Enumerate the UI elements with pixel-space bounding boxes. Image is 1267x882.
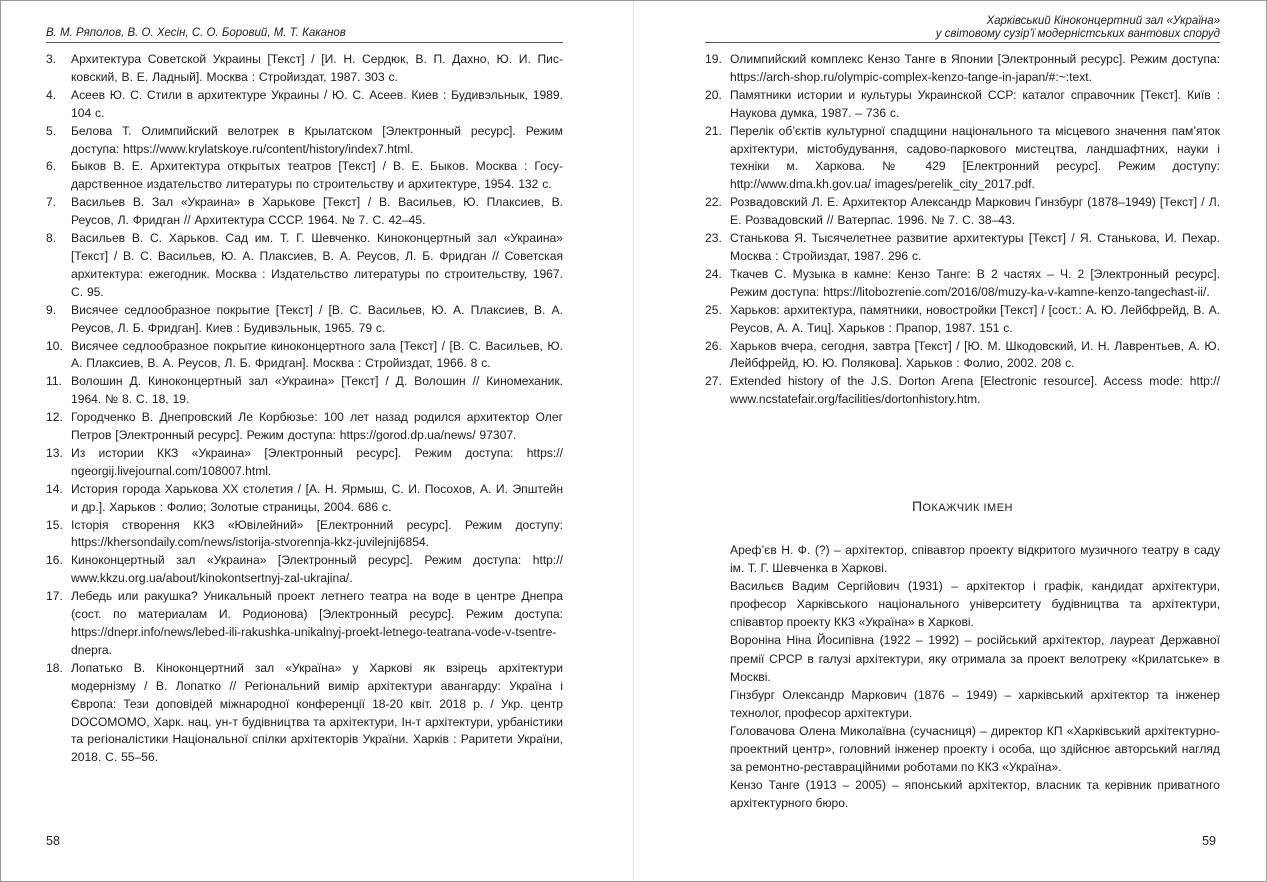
section-title-name-index: [705, 498, 1220, 514]
reference-number: 18.: [46, 660, 63, 675]
reference-item: [705, 266, 1220, 302]
name-index-entry: Кензо Танге (1913 – 2005) – японський архітектор, власник та керівник приватного архітектурного бюро.: [730, 778, 1220, 811]
reference-text: Висячее седлообразное покрытие [Текст] / [В. С. Васильев, Ю. А. Плаксиев, В. А. Реусов, Л. Б. Фридган]. Киев : Будивэльнык, 1965. 79 с.: [71, 302, 563, 335]
reference-number: 5.: [46, 123, 57, 138]
reference-number: 7.: [46, 195, 57, 210]
reference-item: [705, 230, 1220, 266]
reference-number: 24.: [705, 266, 722, 281]
reference-list-right: [705, 51, 1220, 409]
header-rule: [46, 42, 563, 43]
right-page: [633, 1, 1266, 881]
reference-number: 13.: [46, 445, 63, 460]
name-index-entry: Головачова Олена Миколаївна (сучасниця) – директор КП «Харківський архітектурно-проектний центр», головний інженер проекту і особа, що здійснює авторський нагляд за ремонтно-реставраційними роботами по ККЗ «Україна».: [730, 723, 1220, 775]
reference-text: Олимпийский комплекс Кензо Танге в Японии [Электронный ресурс]. Режим доступа: https://arch-shop.ru/olympic-complex-kenzo-tange-in-japan/#:~:text.: [730, 52, 1220, 84]
reference-item: [705, 338, 1220, 374]
reference-number: 23.: [705, 231, 722, 246]
reference-number: 14.: [46, 481, 63, 496]
reference-number: 6.: [46, 159, 57, 174]
reference-text: Белова Т. Олимпийский велотрек в Крылатском [Электронный ресурс]. Режим доступа: https://www.krylatskoye.ru/content/history/index7.html.: [71, 123, 563, 156]
reference-text: Волошин Д. Киноконцертный зал «Украина» [Текст] / Д. Волошин // Киномеханик. 1964. № 8. С. 18, 19.: [71, 374, 563, 407]
reference-item: [46, 194, 563, 230]
reference-number: 9.: [46, 302, 57, 317]
name-index-entry: Васильєв Вадим Сергійович (1931) – архітектор і графік, кандидат архітектури, професор Харківського національного університету будівництва та архітектури, співавтор проекту ККЗ «Україна» в Харкові.: [730, 579, 1220, 630]
reference-item: [46, 123, 563, 159]
reference-item: [705, 87, 1220, 123]
reference-item: [46, 660, 563, 767]
reference-item: [705, 123, 1220, 195]
reference-item: [46, 158, 563, 194]
page-number-left: 58: [46, 834, 60, 848]
reference-number: 11.: [46, 374, 62, 389]
section-title-initial: П: [911, 498, 923, 514]
reference-item: [46, 230, 563, 302]
reference-item: [705, 302, 1220, 338]
name-index-entry: Вороніна Ніна Йосипівна (1922 – 1992) – російський архітектор, лауреат Державної премії СРСР в галузі архітектури, яку отримала за проект велотреку «Крилатське» в Москві.: [730, 633, 1220, 684]
reference-text: Харьков: архитектура, памятники, новостройки [Текст] / [сост.: А. Ю. Лейбфрейд, В. А. Реусов, А. А. Тиц]. Харьков : Прапор, 1987. 151 с.: [730, 302, 1220, 335]
reference-item: [705, 194, 1220, 230]
reference-text: Памятники истории и культуры Украинской ССР: каталог справочник [Текст]. Київ : Наукова думка, 1987. – 736 с.: [730, 87, 1220, 120]
reference-text: Быков В. Е. Архитектура открытых театров [Текст] / В. Е. Быков. Москва : Государственное издательство литературы по строительству и архитектуре, 1954. 132 с.: [71, 159, 563, 192]
reference-text: Асеев Ю. С. Стили в архитектуре Украины / Ю. С. Асеев. Киев : Будивэльнык, 1989. 104 с.: [71, 87, 563, 120]
header-rule: [705, 42, 1220, 43]
reference-text: Висячее седлообразное покрытие киноконцертного зала [Текст] / [В. С. Васильев, Ю. А. Плаксиев, В. А. Реусов, Л. Б. Фридган]. Москва : Стройиздат, 1966. 8 с.: [71, 338, 563, 371]
reference-number: 4.: [46, 87, 57, 102]
reference-number: 17.: [46, 589, 63, 604]
reference-item: [46, 51, 563, 87]
name-index-entry: Гінзбург Олександр Маркович (1876 – 1949) – харківський архітектор та інженер технолог, професор архітектури.: [730, 687, 1220, 720]
reference-number: 8.: [46, 231, 57, 246]
name-index: [730, 541, 1220, 812]
name-index-entry: Ареф’єв Н. Ф. (?) – архітектор, співавтор проекту відкритого музичного театру в саду ім. Т. Г. Шевченка в Харкові.: [730, 543, 1220, 576]
running-head-line-1: Харківський Кіноконцертний зал «Україна»: [986, 15, 1220, 27]
reference-number: 21.: [705, 123, 722, 138]
running-head-line-2: у світовому сузір’ї модерністських вантових споруд: [935, 28, 1220, 40]
reference-number: 26.: [705, 338, 722, 353]
reference-item: [46, 588, 563, 660]
reference-text: Архитектура Советской Украины [Текст] / [И. Н. Сердюк, В. П. Дахно, Ю. И. Писковский, В. Е. Ладный]. Москва : Стройиздат, 1987. 303 с.: [71, 52, 563, 84]
reference-item: [46, 409, 563, 445]
reference-text: Васильев В. Зал «Украина» в Харькове [Текст] / В. Васильев, Ю. Плаксиев, В. Реусов, Л. Фридган // Архитектура СССР. 1964. № 7. С. 42–45.: [71, 195, 563, 228]
reference-item: [46, 552, 563, 588]
reference-number: 12.: [46, 410, 63, 425]
reference-item: [705, 51, 1220, 87]
reference-item: [46, 481, 563, 517]
reference-item: [46, 373, 563, 409]
reference-item: [705, 373, 1220, 409]
section-title-rest: ОКАЖЧИК ІМЕН: [922, 502, 1014, 514]
reference-item: [46, 87, 563, 123]
running-head-authors: В. М. Ряполов, В. О. Хесін, С. О. Боровий, М. Т. Каканов: [46, 27, 346, 39]
page-number-right: 59: [1202, 834, 1216, 848]
reference-item: [46, 517, 563, 553]
reference-text: Extended history of the J.S. Dorton Arena [Electronic resource]. Access mode: http:// www.ncstatefair.org/facilities/dortonhistory.htm.: [730, 374, 1220, 407]
reference-text: Харьков вчера, сегодня, завтра [Текст] / [Ю. М. Шкодовский, И. Н. Лаврентьев, А. Ю. Лейбфрейд, Ю. Ю. Полякова]. Харьков : Фолио, 2002. 208 с.: [730, 338, 1220, 371]
left-page: [1, 1, 633, 881]
reference-number: 15.: [46, 517, 63, 532]
reference-text: История города Харькова ХХ столетия / [А. Н. Ярмыш, С. И. Посохов, А. И. Эпштейн и др.]. Харьков : Фолио; Золотые страницы, 2004. 686 с.: [71, 481, 563, 514]
reference-text: Розвадовский Л. Е. Архитектор Александр Маркович Гинзбург (1878–1949) [Текст] / Л. Е. Розвадовский // Ватерпас. 1996. № 7. С. 38–43.: [730, 195, 1220, 228]
reference-number: 22.: [705, 195, 722, 210]
reference-item: [46, 302, 563, 338]
reference-text: Лебедь или ракушка? Уникальный проект летнего театра на воде в центре Днепра (сост. по материалам И. Родионова) [Электронный ресурс]. Режим доступа: https://dnepr.info/news/lebed-ili-rakushka-unikalnyj-proekt-letnego-teatrana-vode-v-tsentre-dnepra.: [71, 589, 563, 657]
reference-list-left: [46, 51, 563, 767]
reference-item: [46, 338, 563, 374]
running-head-title: [936, 15, 1220, 41]
reference-text: Ткачев С. Музыка в камне: Кензо Танге: В 2 частях – Ч. 2 [Электронный ресурс]. Режим доступа: https://litobozrenie.com/2016/08/muzy-ka-v-kamne-kenzo-tangechast-ii/.: [730, 266, 1220, 299]
reference-number: 19.: [705, 52, 722, 66]
reference-item: [46, 445, 563, 481]
reference-text: Історія створення ККЗ «Ювілейний» [Електронний ресурс]. Режим доступу: https://khersondaily.com/news/istorija-stvorennja-kkz-juvilejnij6854.: [71, 517, 563, 550]
reference-number: 10.: [46, 338, 63, 353]
reference-text: Городченко В. Днепровский Ле Корбюзье: 100 лет назад родился архитектор Олег Петров [Электронный ресурс]. Режим доступа: https://gorod.dp.ua/news/ 97307.: [71, 410, 563, 443]
reference-number: 20.: [705, 87, 722, 102]
reference-text: Станькова Я. Тысячелетнее развитие архитектуры [Текст] / Я. Станькова, И. Пехар. Москва : Стройиздат, 1987. 296 с.: [730, 231, 1220, 263]
reference-text: Васильев В. С. Харьков. Сад им. Т. Г. Шевченко. Киноконцертный зал «Украина» [Текст] / В. С. Васильев, Ю. А. Плаксиев, В. А. Реусов, Л. Б. Фридган // Советская архитектура: ежегодник. Москва : Издательство литературы по строительству, 1967. С. 95.: [71, 231, 563, 299]
reference-text: Из истории ККЗ «Украина» [Электронный ресурс]. Режим доступа: https:// ngeorgij.livejournal.com/108007.html.: [71, 445, 563, 478]
reference-number: 16.: [46, 553, 63, 568]
reference-text: Киноконцертный зал «Украина» [Электронный ресурс]. Режим доступа: http:// www.kkzu.org.ua/about/kinokontsertnyj-zal-ukrajina/.: [71, 553, 563, 586]
reference-number: 3.: [46, 52, 57, 66]
reference-number: 27.: [705, 374, 722, 389]
reference-text: Перелік об’єктів культурної спадщини національного та місцевого значення пам’яток архітектури, містобудування, садово-паркового мистецтва, ландшафтних, науки і техніки м. Харкова. № 429 [Електронний ресурс]. Режим доступу: http://www.dma.kh.gov.ua/ images/perelik_city_2017.pdf.: [730, 123, 1220, 192]
reference-text: Лопатько В. Кіноконцертний зал «Україна» у Харкові як взірець архітектури модернізму / В. Лопатко // Регіональний вимір архітектури авангарду: Україна і Європа: Тези доповідей міжнародної конференції 18-20 квіт. 2018 р. / Укр. центр DOCOMOMO, Харк. нац. ун-т будівництва та архітектури, Ін-т архітектури, урбаністики та регіоналістики Національної спілки архітекторів України. Харків : Раритети України, 2018. С. 55–56.: [71, 660, 563, 765]
reference-number: 25.: [705, 302, 722, 317]
